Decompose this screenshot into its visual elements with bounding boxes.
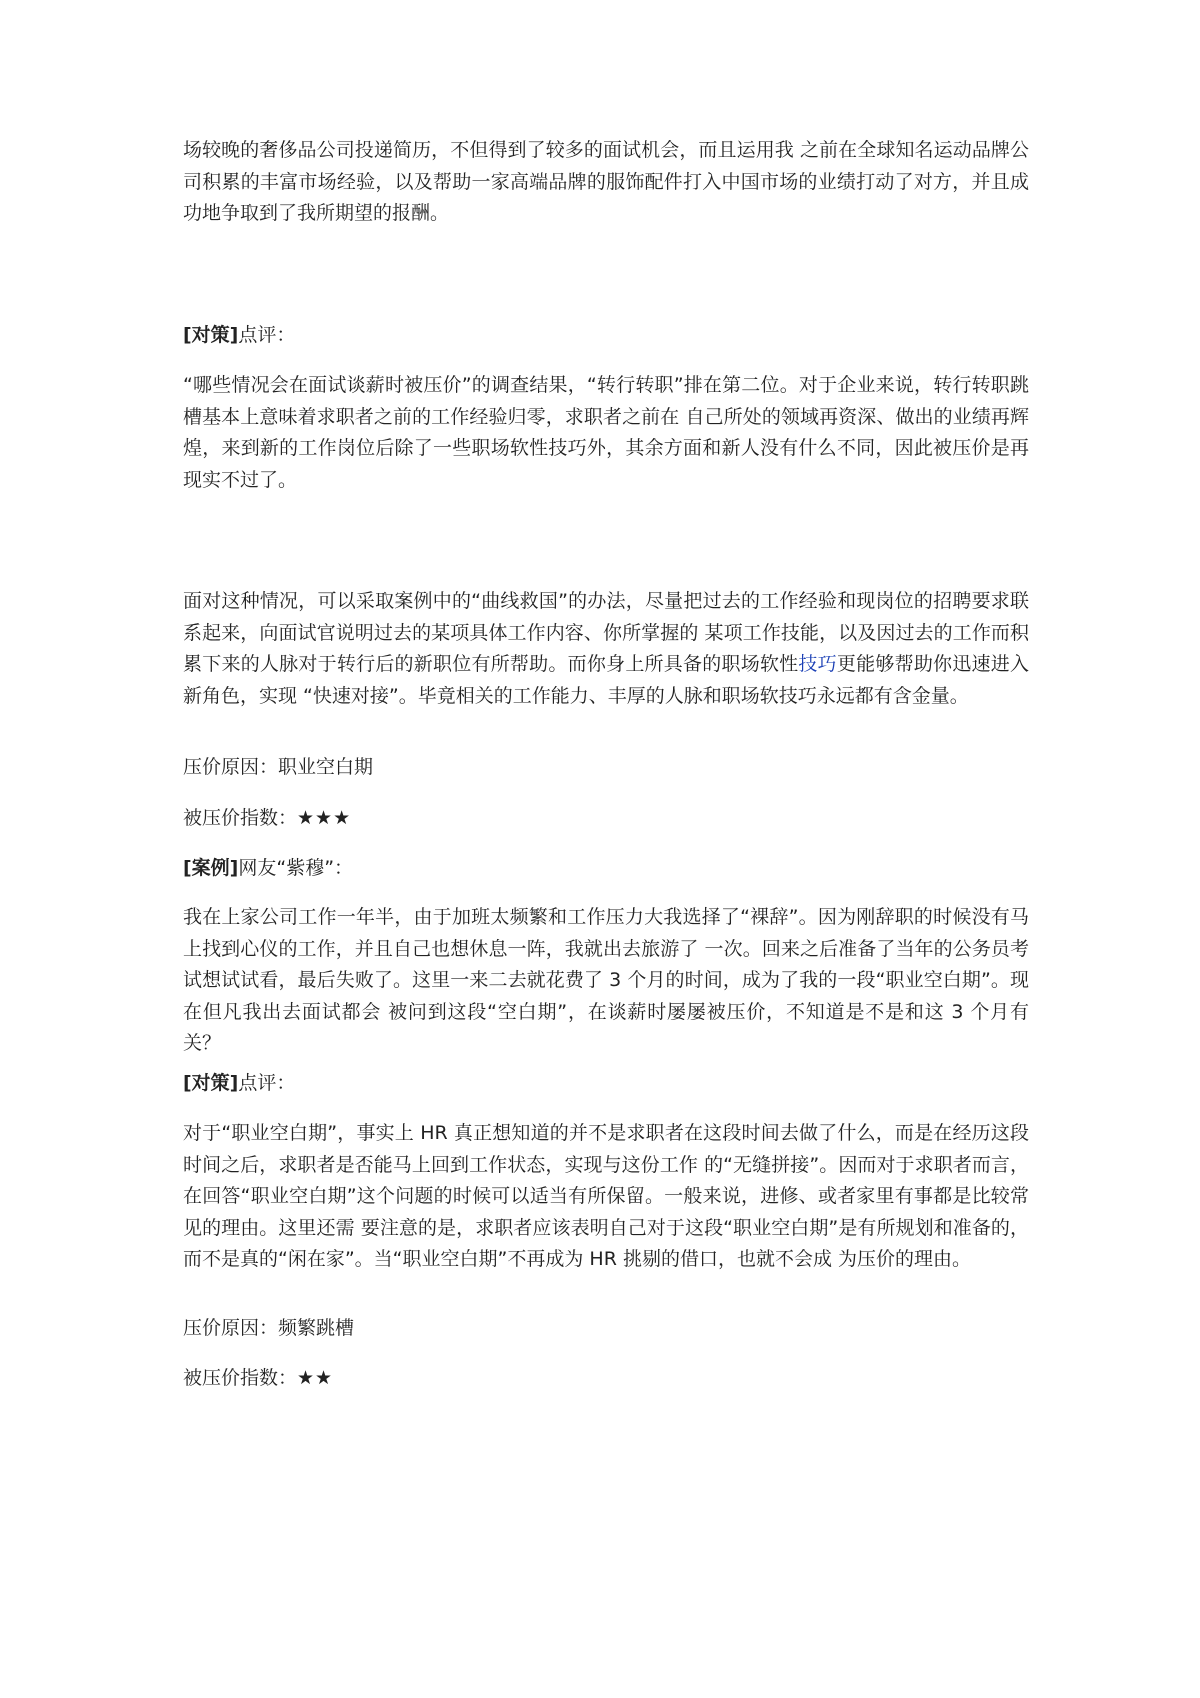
paragraph-curve-strategy-part2: 更能够帮助你迅速进入新角色，实现 “快速对接”。毕竟相关的工作能力、丰厚的人脉和职场软技巧永远都有含金量。 bbox=[183, 653, 1029, 707]
section-heading-countermeasure-2 bbox=[183, 1068, 1029, 1100]
countermeasure-tag: [对策] bbox=[183, 324, 239, 346]
comment-label: 点评： bbox=[238, 1072, 296, 1094]
pressure-index-1 bbox=[183, 803, 1029, 835]
paragraph-gap-advice: 对于“职业空白期”，事实上 HR 真正想知道的并不是求职者在这段时间去做了什么，而是在经历这段时间之后，求职者是否能马上回到工作状态，实现与这份工作 的“无缝拼接”。因而对于求职者而言，在回答“职业空白期”这个问题的时候可以适当有所保留。一般来说，进修、或者家里有事都是比较常见的理由。这里还需 要注意的是，求职者应该表明自己对于这段“职业空白期”是有所规划和准备的，而不是真的“闲在家”。当“职业空白期”不再成为 HR 挑剔的借口，也就不会成 为压价的理由。 bbox=[183, 1122, 1029, 1270]
star-rating-icon: ★★ bbox=[297, 1367, 334, 1389]
section-heading-countermeasure-1 bbox=[183, 320, 1029, 352]
pressure-index-label: 被压价指数： bbox=[183, 1367, 298, 1389]
countermeasure-tag: [对策] bbox=[183, 1072, 239, 1094]
skills-link[interactable]: 技巧 bbox=[798, 653, 837, 675]
paragraph-curve-strategy bbox=[183, 586, 1029, 712]
paragraph-case-story: 我在上家公司工作一年半，由于加班太频繁和工作压力大我选择了“裸辞”。因为刚辞职的时候没有马上找到心仪的工作，并且自己也想休息一阵，我就出去旅游了 一次。回来之后准备了当年的公务员考试想试试看，最后失败了。这里一来二去就花费了 3 个月的时间，成为了我的一段“职业空白期”。现在但凡我出去面试都会 被问到这段“空白期”，在谈薪时屡屡被压价，不知道是不是和这 3 个月有关？ bbox=[183, 906, 1029, 1054]
reason-employment-gap: 压价原因：职业空白期 bbox=[183, 756, 374, 778]
pressure-index-label: 被压价指数： bbox=[183, 807, 298, 829]
paragraph-curve-strategy-part1: 面对这种情况，可以采取案例中的“曲线救国”的办法，尽量把过去的工作经验和现岗位的招聘要求联系起来，向面试官说明过去的某项具体工作内容、你所掌握的 某项工作技能，以及因过去的工作而积累下来的人脉对于转行后的新职位有所帮助。而你身上所具备的职场软性 bbox=[183, 590, 1029, 675]
case-tag: [案例] bbox=[183, 857, 239, 879]
paragraph-luxury-company: 场较晚的奢侈品公司投递简历，不但得到了较多的面试机会，而且运用我 之前在全球知名运动品牌公司积累的丰富市场经验，以及帮助一家高端品牌的服饰配件打入中国市场的业绩打动了对方，并且成功地争取到了我所期望的报酬。 bbox=[183, 139, 1029, 224]
case-author-label: 网友“紫穆”： bbox=[238, 857, 354, 879]
reason-frequent-job-change: 压价原因：频繁跳槽 bbox=[183, 1317, 355, 1339]
pressure-index-2 bbox=[183, 1363, 1029, 1395]
comment-label: 点评： bbox=[238, 324, 296, 346]
star-rating-icon: ★★★ bbox=[297, 807, 352, 829]
section-heading-case bbox=[183, 853, 1029, 885]
paragraph-career-change: “哪些情况会在面试谈薪时被压价”的调查结果，“转行转职”排在第二位。对于企业来说，转行转职跳槽基本上意味着求职者之前的工作经验归零，求职者之前在 自己所处的领域再资深、做出的业绩再辉煌，来到新的工作岗位后除了一些职场软性技巧外，其余方面和新人没有什么不同，因此被压价是再现实不过了。 bbox=[183, 374, 1029, 491]
